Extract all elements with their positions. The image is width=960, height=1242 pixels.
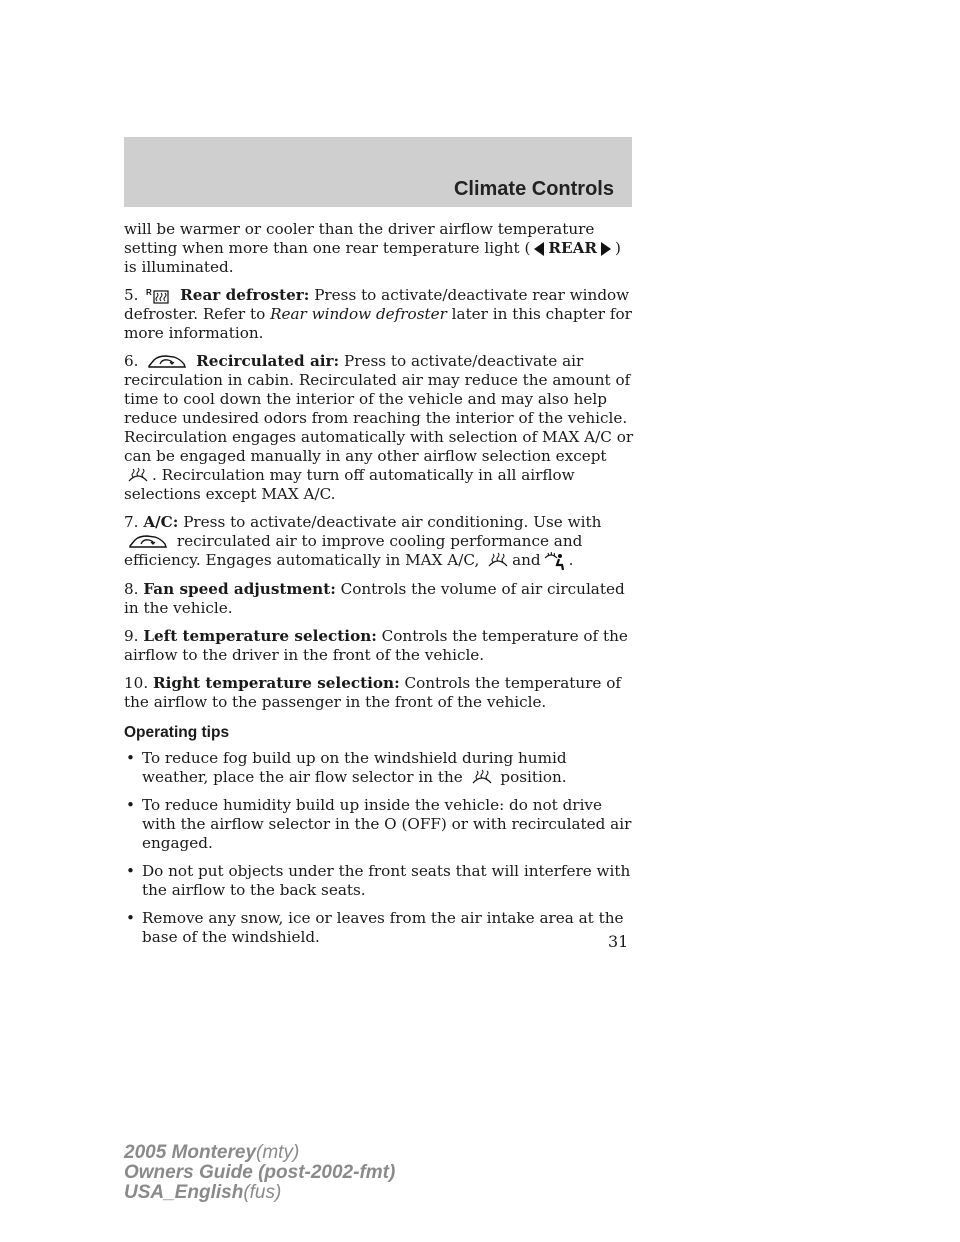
item-7 bbox=[124, 513, 634, 571]
bullet: • bbox=[126, 796, 135, 814]
defrost-icon bbox=[487, 552, 509, 570]
item-title: Right temperature selection: bbox=[152, 674, 400, 692]
item-number: 6. bbox=[124, 352, 139, 370]
footer-line-1 bbox=[124, 1143, 395, 1163]
item-title: A/C: bbox=[143, 513, 179, 531]
tip-text: To reduce fog build up on the windshield during humid weather, place the air flow selector in the bbox=[142, 749, 567, 786]
item-10 bbox=[124, 674, 634, 712]
tip-text: Do not put objects under the front seats that will interfere with the airflow to the back seats. bbox=[142, 862, 631, 899]
item-title: Rear defroster: bbox=[180, 286, 310, 304]
rear-defroster-icon bbox=[146, 287, 172, 305]
list-item bbox=[124, 796, 634, 853]
defrost-icon bbox=[471, 769, 493, 787]
rear-label: REAR bbox=[548, 239, 598, 257]
intro-text-end: ) is illuminated. bbox=[124, 239, 621, 276]
footer-model: 2005 Monterey bbox=[124, 1142, 257, 1163]
page-content bbox=[124, 220, 634, 956]
triangle-left-icon bbox=[534, 242, 544, 256]
section-title: Climate Controls bbox=[453, 178, 614, 200]
footer-language-code: (fus) bbox=[243, 1182, 282, 1203]
and-word: and bbox=[512, 551, 541, 569]
page-number: 31 bbox=[608, 932, 629, 951]
item-8 bbox=[124, 580, 634, 618]
item-title: Fan speed adjustment: bbox=[143, 580, 336, 598]
footer-line-3 bbox=[124, 1183, 395, 1203]
list-item bbox=[124, 862, 634, 900]
footer-line-2 bbox=[124, 1163, 395, 1183]
item-text: Press to activate/deactivate air recirculation in cabin. Recirculated air may reduce the amount of time to cool down the interior of the vehicle and may also help reduce undesired odors from reaching the interior of the vehicle. Recirculation engages automatically with selection of MAX A/C or can be engaged manually in any other airflow selection except bbox=[124, 352, 634, 465]
footer bbox=[124, 1143, 395, 1203]
item-number: 8. bbox=[124, 580, 139, 598]
item-number: 10. bbox=[124, 674, 149, 692]
intro-paragraph bbox=[124, 220, 634, 277]
bullet: • bbox=[126, 909, 135, 927]
bullet: • bbox=[126, 862, 135, 880]
list-item bbox=[124, 749, 634, 787]
bullet: • bbox=[126, 749, 135, 767]
item-number: 5. bbox=[124, 286, 139, 304]
item-5 bbox=[124, 286, 634, 343]
item-9 bbox=[124, 627, 634, 665]
item-title: Left temperature selection: bbox=[143, 627, 377, 645]
recirculated-air-icon bbox=[146, 353, 188, 371]
item-text-after: . Recirculation may turn off automatically in all airflow selections except MAX A/C. bbox=[124, 466, 575, 503]
item-text: Controls the temperature of the airflow to the driver in the front of the vehicle. bbox=[124, 627, 628, 664]
tip-text-after: position. bbox=[495, 768, 567, 786]
defrost-icon bbox=[127, 467, 149, 485]
item-reference: Rear window defroster bbox=[270, 305, 447, 323]
footer-language: USA_English bbox=[124, 1182, 244, 1203]
item-text: Press to activate/deactivate air conditioning. Use with bbox=[183, 513, 602, 531]
item-number: 7. bbox=[124, 513, 139, 531]
operating-tips-list bbox=[124, 749, 634, 947]
item-text: Controls the temperature of the airflow to the passenger in the front of the vehicle. bbox=[124, 674, 621, 711]
item-text-after: later in this chapter for more information. bbox=[124, 305, 632, 342]
header-band bbox=[124, 137, 632, 207]
item-number: 9. bbox=[124, 627, 139, 645]
item-text: Controls the volume of air circulated in the vehicle. bbox=[124, 580, 625, 617]
list-item bbox=[124, 909, 634, 947]
item-text: Press to activate/deactivate rear window defroster. Refer to bbox=[124, 286, 630, 323]
item-title: Recirculated air: bbox=[196, 352, 340, 370]
intro-text-start: will be warmer or cooler than the driver airflow temperature setting when more than one rear temperature light ( bbox=[124, 220, 595, 257]
footer-model-code: (mty) bbox=[256, 1142, 300, 1163]
item-6 bbox=[124, 352, 634, 504]
operating-tips-heading: Operating tips bbox=[124, 724, 230, 741]
footer-guide: Owners Guide (post-2002-fmt) bbox=[124, 1162, 396, 1183]
svg-text:R: R bbox=[146, 288, 153, 297]
floor-defrost-icon bbox=[544, 551, 566, 571]
tip-text: To reduce humidity build up inside the vehicle: do not drive with the airflow selector in the O (OFF) or with recirculated air engaged. bbox=[142, 796, 632, 852]
tip-text: Remove any snow, ice or leaves from the air intake area at the base of the windshield. bbox=[142, 909, 624, 946]
recirculated-air-icon bbox=[127, 533, 169, 551]
item-text-mid: recirculated air to improve cooling performance and efficiency. Engages automatically in MAX A/C, bbox=[124, 532, 583, 569]
item-end: . bbox=[568, 551, 574, 569]
triangle-right-icon bbox=[601, 242, 611, 256]
